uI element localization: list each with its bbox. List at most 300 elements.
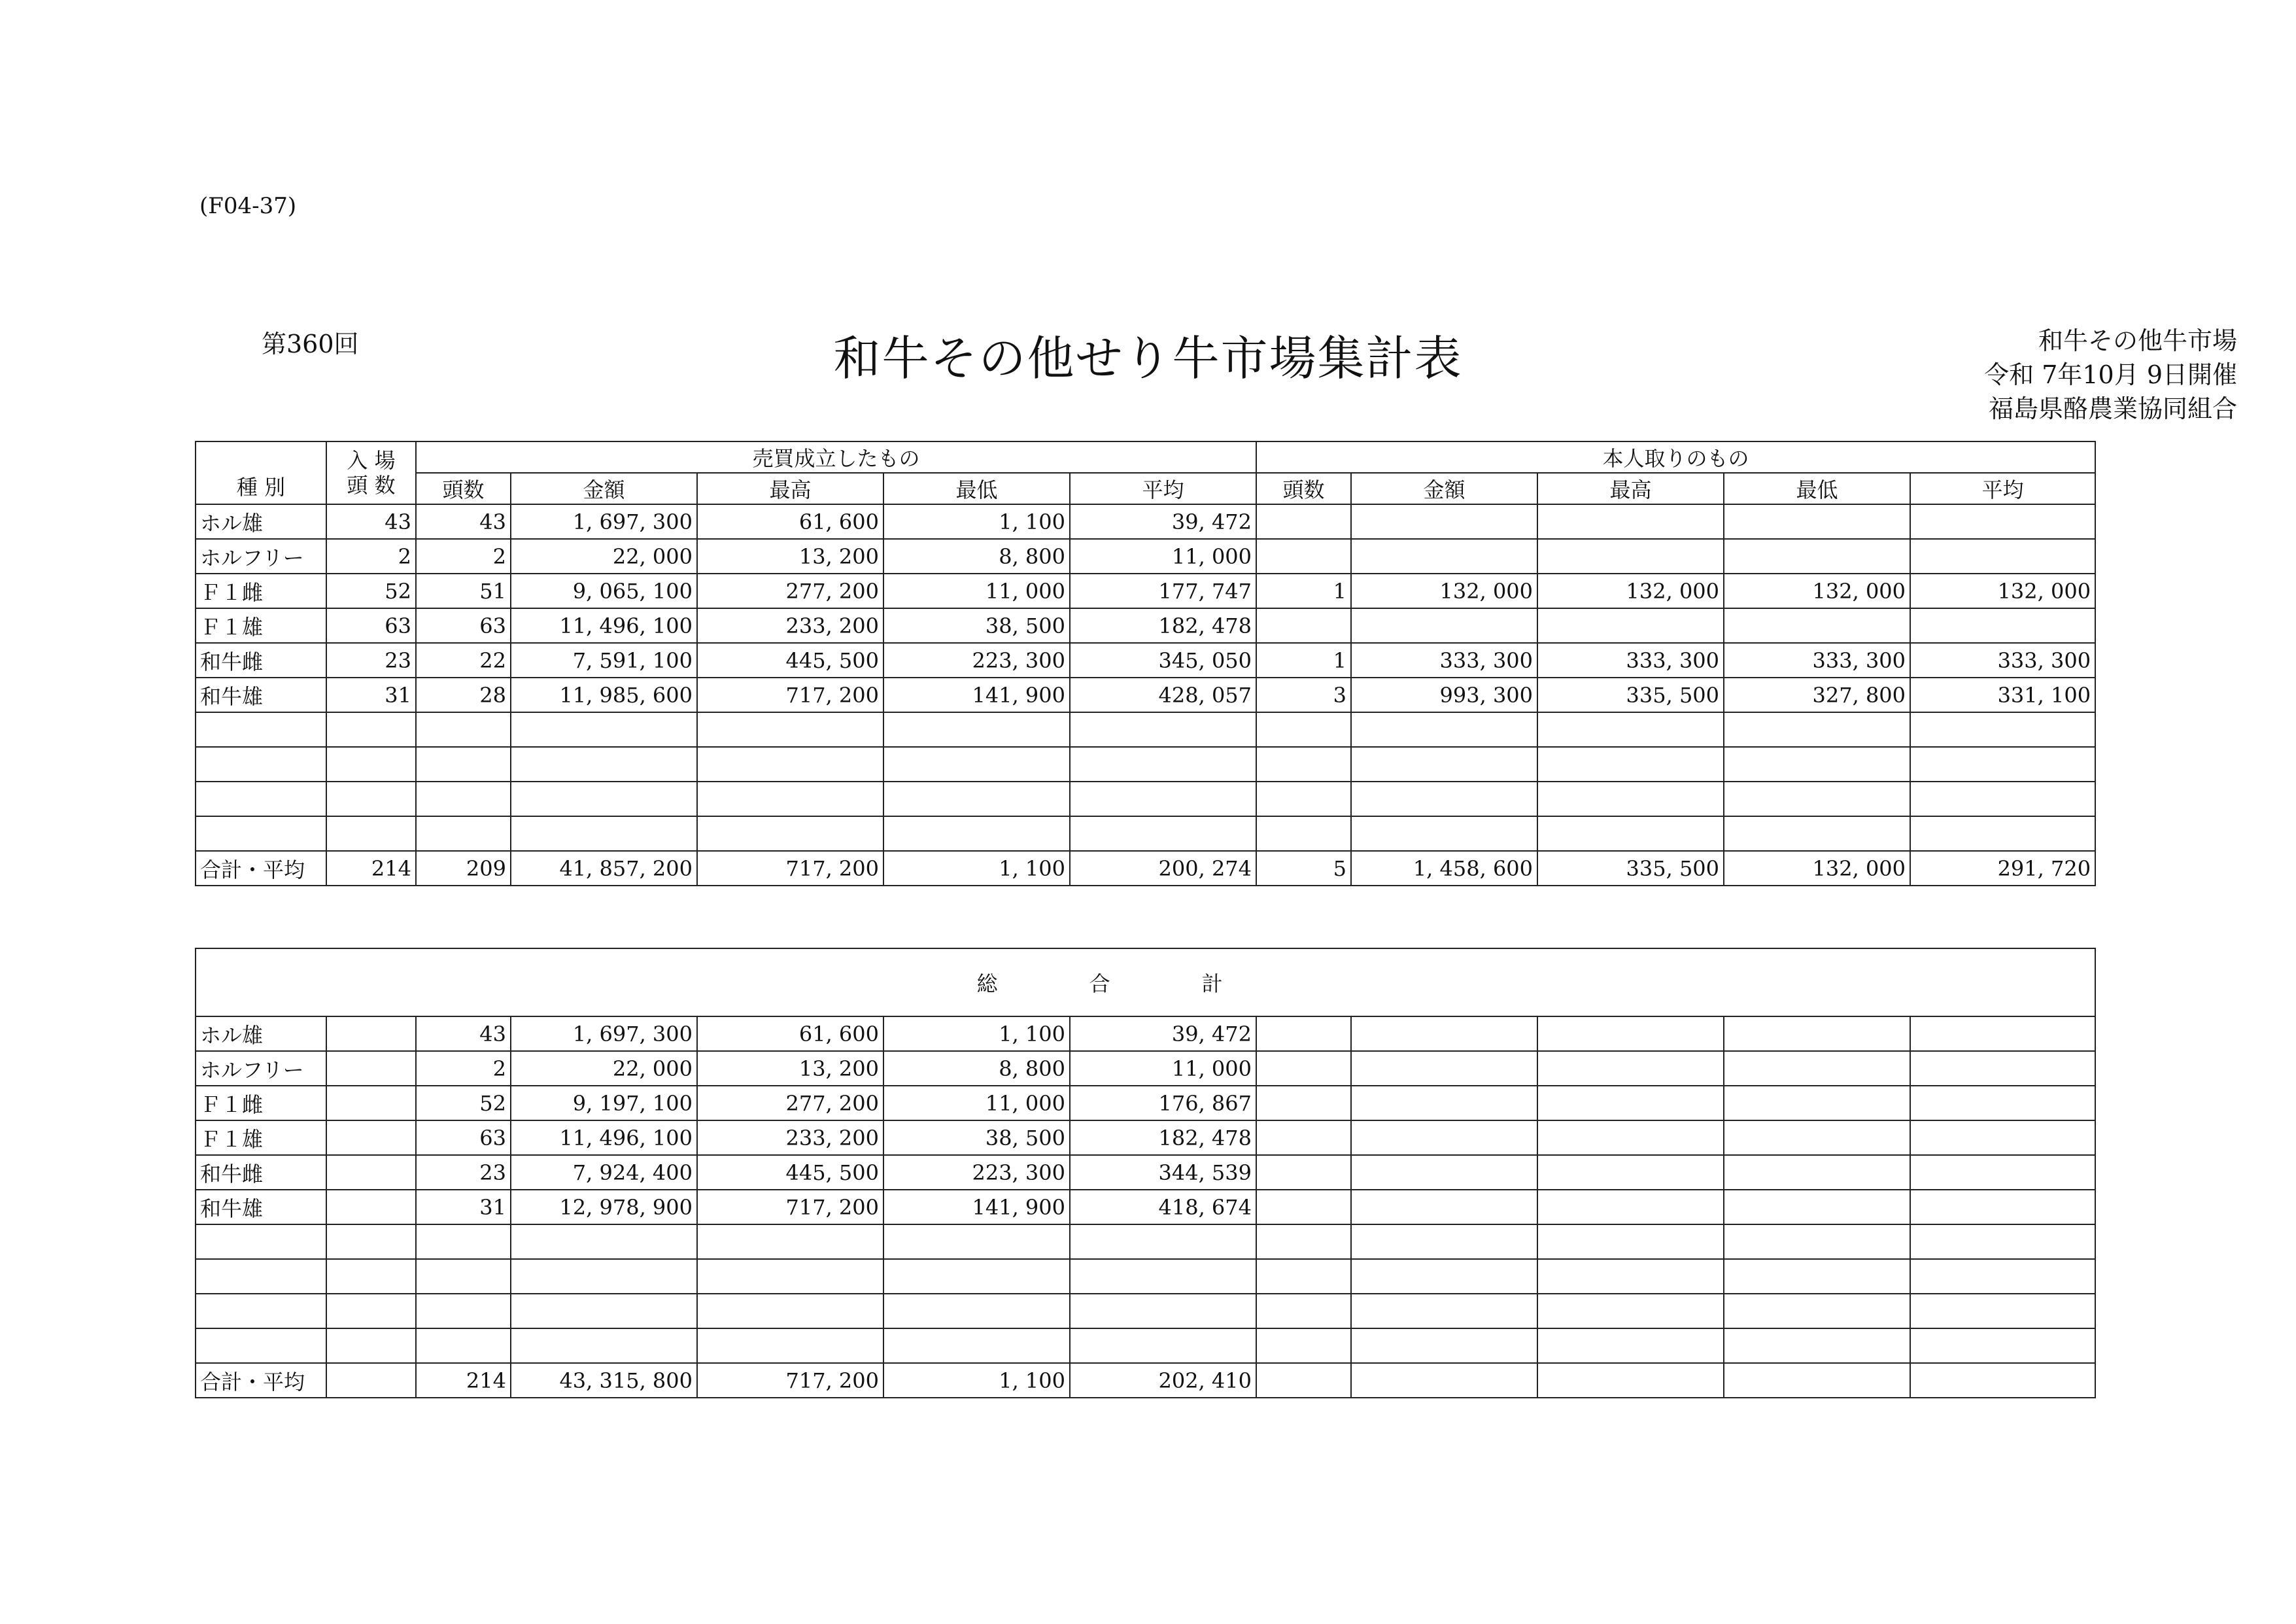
entry-cell bbox=[326, 712, 416, 747]
sold-cell: 717, 200 bbox=[697, 851, 883, 886]
self-cell: 5 bbox=[1256, 851, 1351, 886]
self-cell bbox=[1537, 608, 1724, 643]
page-title: 和牛その他せり牛市場集計表 bbox=[833, 331, 1463, 386]
value-cell bbox=[697, 1259, 883, 1294]
self-cell: 3 bbox=[1256, 678, 1351, 712]
value-cell: 43 bbox=[416, 1016, 511, 1051]
self-subheader-3: 最低 bbox=[1724, 473, 1910, 504]
sold-cell: 11, 000 bbox=[1070, 539, 1256, 574]
self-cell: 993, 300 bbox=[1351, 678, 1537, 712]
self-cell bbox=[1351, 539, 1537, 574]
blank-cell bbox=[1910, 1051, 2095, 1086]
self-subheader-4: 平均 bbox=[1910, 473, 2095, 504]
blank-cell bbox=[1537, 1190, 1724, 1224]
sold-cell bbox=[1070, 782, 1256, 816]
blank-cell bbox=[1351, 1224, 1537, 1259]
kind-cell bbox=[196, 816, 326, 851]
grand-total-row bbox=[196, 1190, 2095, 1224]
blank-cell bbox=[1910, 1259, 2095, 1294]
value-cell bbox=[1070, 1224, 1256, 1259]
blank-cell bbox=[1537, 1294, 1724, 1328]
entry-cell bbox=[326, 1086, 416, 1120]
sold-cell: 63 bbox=[416, 608, 511, 643]
blank-cell bbox=[1256, 1051, 1351, 1086]
value-cell: 22, 000 bbox=[511, 1051, 697, 1086]
sold-cell: 51 bbox=[416, 574, 511, 608]
blank-cell bbox=[1724, 1259, 1910, 1294]
entry-cell bbox=[326, 1051, 416, 1086]
blank-cell bbox=[1537, 1259, 1724, 1294]
grand-total-section-row bbox=[196, 948, 2095, 1016]
value-cell bbox=[511, 1259, 697, 1294]
blank-cell bbox=[1910, 1294, 2095, 1328]
sold-cell bbox=[416, 747, 511, 782]
self-cell bbox=[1256, 782, 1351, 816]
value-cell: 8, 800 bbox=[883, 1051, 1070, 1086]
empty-row bbox=[196, 1294, 2095, 1328]
value-cell: 9, 197, 100 bbox=[511, 1086, 697, 1120]
grand-total-row bbox=[196, 1086, 2095, 1120]
value-cell: 11, 000 bbox=[883, 1086, 1070, 1120]
self-cell: 132, 000 bbox=[1724, 851, 1910, 886]
blank-cell bbox=[1910, 1328, 2095, 1363]
value-cell bbox=[511, 1294, 697, 1328]
value-cell: 223, 300 bbox=[883, 1155, 1070, 1190]
blank-cell bbox=[1537, 1224, 1724, 1259]
sold-cell: 28 bbox=[416, 678, 511, 712]
entry-cell: 2 bbox=[326, 539, 416, 574]
sold-cell bbox=[1070, 747, 1256, 782]
value-cell: 1, 100 bbox=[883, 1363, 1070, 1398]
self-cell bbox=[1256, 816, 1351, 851]
self-cell bbox=[1256, 608, 1351, 643]
sold-cell bbox=[883, 712, 1070, 747]
sold-cell: 22 bbox=[416, 643, 511, 678]
sold-cell: 61, 600 bbox=[697, 504, 883, 539]
value-cell bbox=[883, 1328, 1070, 1363]
sold-subheader-3: 最低 bbox=[883, 473, 1070, 504]
self-cell: 291, 720 bbox=[1910, 851, 2095, 886]
value-cell: 1, 100 bbox=[883, 1016, 1070, 1051]
sold-cell bbox=[416, 816, 511, 851]
blank-cell bbox=[1256, 1224, 1351, 1259]
value-cell bbox=[1070, 1294, 1256, 1328]
blank-cell bbox=[1910, 1016, 2095, 1051]
blank-cell bbox=[1256, 1120, 1351, 1155]
blank-cell bbox=[1537, 1155, 1724, 1190]
sold-cell: 428, 057 bbox=[1070, 678, 1256, 712]
blank-cell bbox=[1724, 1086, 1910, 1120]
entry-cell bbox=[326, 1294, 416, 1328]
blank-cell bbox=[1351, 1051, 1537, 1086]
kind-cell: Ｆ１雄 bbox=[196, 608, 326, 643]
blank-cell bbox=[1256, 1016, 1351, 1051]
sold-cell: 233, 200 bbox=[697, 608, 883, 643]
self-cell: 132, 000 bbox=[1351, 574, 1537, 608]
self-cell bbox=[1351, 782, 1537, 816]
value-cell: 202, 410 bbox=[1070, 1363, 1256, 1398]
self-cell bbox=[1351, 504, 1537, 539]
sold-cell: 9, 065, 100 bbox=[511, 574, 697, 608]
self-subheader-1: 金額 bbox=[1351, 473, 1537, 504]
column-kind-label: 種 別 bbox=[236, 475, 286, 500]
sold-cell bbox=[511, 782, 697, 816]
blank-cell bbox=[1910, 1155, 2095, 1190]
blank-cell bbox=[1724, 1051, 1910, 1086]
self-cell: 1 bbox=[1256, 643, 1351, 678]
sold-cell bbox=[883, 782, 1070, 816]
blank-cell bbox=[1256, 1190, 1351, 1224]
kind-cell: Ｆ１雌 bbox=[196, 574, 326, 608]
blank-cell bbox=[1537, 1016, 1724, 1051]
self-cell bbox=[1351, 608, 1537, 643]
self-cell bbox=[1724, 539, 1910, 574]
kind-cell bbox=[196, 747, 326, 782]
entry-cell bbox=[326, 816, 416, 851]
sold-cell: 39, 472 bbox=[1070, 504, 1256, 539]
blank-cell bbox=[1724, 1190, 1910, 1224]
empty-row bbox=[196, 712, 2095, 747]
value-cell bbox=[416, 1294, 511, 1328]
self-cell: 333, 300 bbox=[1724, 643, 1910, 678]
sold-cell: 7, 591, 100 bbox=[511, 643, 697, 678]
entry-cell bbox=[326, 1328, 416, 1363]
sold-cell bbox=[511, 816, 697, 851]
entry-cell bbox=[326, 1120, 416, 1155]
self-cell bbox=[1537, 816, 1724, 851]
sold-cell: 209 bbox=[416, 851, 511, 886]
self-cell: 132, 000 bbox=[1724, 574, 1910, 608]
sold-cell: 2 bbox=[416, 539, 511, 574]
value-cell: 39, 472 bbox=[1070, 1016, 1256, 1051]
value-cell: 63 bbox=[416, 1120, 511, 1155]
value-cell: 344, 539 bbox=[1070, 1155, 1256, 1190]
value-cell: 182, 478 bbox=[1070, 1120, 1256, 1155]
sold-cell: 445, 500 bbox=[697, 643, 883, 678]
column-kind bbox=[196, 441, 326, 504]
kind-cell bbox=[196, 782, 326, 816]
session-number: 第360回 bbox=[262, 330, 359, 358]
market-name: 和牛その他牛市場 bbox=[2038, 326, 2237, 355]
value-cell: 1, 697, 300 bbox=[511, 1016, 697, 1051]
blank-cell bbox=[1256, 1086, 1351, 1120]
blank-cell bbox=[1351, 1328, 1537, 1363]
blank-cell bbox=[1256, 1259, 1351, 1294]
sold-cell: 200, 274 bbox=[1070, 851, 1256, 886]
grand-total-row bbox=[196, 1120, 2095, 1155]
value-cell: 717, 200 bbox=[697, 1363, 883, 1398]
value-cell: 11, 496, 100 bbox=[511, 1120, 697, 1155]
sold-cell: 177, 747 bbox=[1070, 574, 1256, 608]
value-cell bbox=[511, 1224, 697, 1259]
kind-cell: 和牛雌 bbox=[196, 1155, 326, 1190]
value-cell bbox=[416, 1259, 511, 1294]
blank-cell bbox=[1256, 1363, 1351, 1398]
blank-cell bbox=[1724, 1120, 1910, 1155]
sold-cell bbox=[511, 747, 697, 782]
kind-cell: 合計・平均 bbox=[196, 851, 326, 886]
value-cell: 23 bbox=[416, 1155, 511, 1190]
sold-cell: 41, 857, 200 bbox=[511, 851, 697, 886]
blank-cell bbox=[1537, 1086, 1724, 1120]
self-cell: 335, 500 bbox=[1537, 678, 1724, 712]
table-row bbox=[196, 643, 2095, 678]
kind-cell: ホル雄 bbox=[196, 1016, 326, 1051]
value-cell bbox=[511, 1328, 697, 1363]
self-cell: 327, 800 bbox=[1724, 678, 1910, 712]
blank-cell bbox=[1351, 1120, 1537, 1155]
blank-cell bbox=[1724, 1016, 1910, 1051]
sold-cell: 11, 496, 100 bbox=[511, 608, 697, 643]
header-row-groups bbox=[196, 441, 2095, 473]
header-row-subcolumns bbox=[196, 473, 2095, 504]
grand-total-table bbox=[195, 948, 2096, 1398]
blank-cell bbox=[1537, 1051, 1724, 1086]
self-cell: 333, 300 bbox=[1910, 643, 2095, 678]
value-cell: 61, 600 bbox=[697, 1016, 883, 1051]
sold-cell bbox=[697, 747, 883, 782]
event-date: 令和 7年10月 9日開催 bbox=[1984, 360, 2237, 389]
sold-cell bbox=[697, 816, 883, 851]
entry-cell: 63 bbox=[326, 608, 416, 643]
table-row bbox=[196, 678, 2095, 712]
value-cell: 233, 200 bbox=[697, 1120, 883, 1155]
sold-subheader-2: 最高 bbox=[697, 473, 883, 504]
value-cell bbox=[883, 1259, 1070, 1294]
self-cell bbox=[1910, 816, 2095, 851]
value-cell bbox=[883, 1294, 1070, 1328]
kind-cell: ホルフリー bbox=[196, 1051, 326, 1086]
self-cell bbox=[1256, 747, 1351, 782]
column-entry-bottom: 頭 数 bbox=[347, 473, 396, 498]
value-cell bbox=[697, 1294, 883, 1328]
empty-row bbox=[196, 1224, 2095, 1259]
sold-cell: 717, 200 bbox=[697, 678, 883, 712]
value-cell: 12, 978, 900 bbox=[511, 1190, 697, 1224]
value-cell: 11, 000 bbox=[1070, 1051, 1256, 1086]
entry-cell: 23 bbox=[326, 643, 416, 678]
blank-cell bbox=[1724, 1328, 1910, 1363]
sold-cell: 345, 050 bbox=[1070, 643, 1256, 678]
kind-cell: 和牛雄 bbox=[196, 1190, 326, 1224]
value-cell: 2 bbox=[416, 1051, 511, 1086]
value-cell: 277, 200 bbox=[697, 1086, 883, 1120]
blank-cell bbox=[1351, 1016, 1537, 1051]
kind-cell bbox=[196, 1328, 326, 1363]
sold-cell bbox=[1070, 712, 1256, 747]
kind-cell bbox=[196, 1224, 326, 1259]
kind-cell bbox=[196, 1294, 326, 1328]
entry-cell bbox=[326, 782, 416, 816]
blank-cell bbox=[1351, 1259, 1537, 1294]
sold-cell: 182, 478 bbox=[1070, 608, 1256, 643]
self-cell bbox=[1537, 712, 1724, 747]
value-cell: 214 bbox=[416, 1363, 511, 1398]
value-cell: 13, 200 bbox=[697, 1051, 883, 1086]
entry-cell bbox=[326, 1259, 416, 1294]
blank-cell bbox=[1537, 1363, 1724, 1398]
self-cell bbox=[1724, 504, 1910, 539]
sold-subheader-4: 平均 bbox=[1070, 473, 1256, 504]
kind-cell: Ｆ１雄 bbox=[196, 1120, 326, 1155]
self-cell bbox=[1910, 539, 2095, 574]
kind-cell bbox=[196, 712, 326, 747]
market-summary-table bbox=[195, 441, 2096, 886]
document-code: (F04-37) bbox=[199, 193, 297, 219]
sold-subheader-1: 金額 bbox=[511, 473, 697, 504]
self-cell bbox=[1910, 712, 2095, 747]
sold-cell: 8, 800 bbox=[883, 539, 1070, 574]
sold-cell: 22, 000 bbox=[511, 539, 697, 574]
blank-cell bbox=[1724, 1224, 1910, 1259]
value-cell: 38, 500 bbox=[883, 1120, 1070, 1155]
self-cell bbox=[1256, 712, 1351, 747]
self-cell bbox=[1724, 816, 1910, 851]
sold-cell: 38, 500 bbox=[883, 608, 1070, 643]
entry-cell: 31 bbox=[326, 678, 416, 712]
blank-cell bbox=[1256, 1294, 1351, 1328]
blank-cell bbox=[1537, 1328, 1724, 1363]
organization-name: 福島県酪農業協同組合 bbox=[1988, 394, 2237, 423]
sold-cell bbox=[697, 782, 883, 816]
table-row bbox=[196, 574, 2095, 608]
kind-cell: Ｆ１雌 bbox=[196, 1086, 326, 1120]
self-subheader-0: 頭数 bbox=[1256, 473, 1351, 504]
blank-cell bbox=[1537, 1120, 1724, 1155]
blank-cell bbox=[1910, 1363, 2095, 1398]
value-cell: 717, 200 bbox=[697, 1190, 883, 1224]
value-cell: 52 bbox=[416, 1086, 511, 1120]
value-cell: 418, 674 bbox=[1070, 1190, 1256, 1224]
value-cell bbox=[416, 1328, 511, 1363]
sold-cell bbox=[883, 816, 1070, 851]
entry-cell: 43 bbox=[326, 504, 416, 539]
sold-cell: 13, 200 bbox=[697, 539, 883, 574]
empty-row bbox=[196, 816, 2095, 851]
grand-total-label: 総合計 bbox=[196, 948, 2095, 1016]
value-cell: 141, 900 bbox=[883, 1190, 1070, 1224]
total-row bbox=[196, 851, 2095, 886]
group-sold-header: 売買成立したもの bbox=[416, 441, 1256, 473]
sold-cell bbox=[416, 712, 511, 747]
sold-cell bbox=[697, 712, 883, 747]
kind-cell: ホルフリー bbox=[196, 539, 326, 574]
entry-cell bbox=[326, 1224, 416, 1259]
self-cell bbox=[1256, 504, 1351, 539]
blank-cell bbox=[1910, 1086, 2095, 1120]
self-cell bbox=[1351, 816, 1537, 851]
blank-cell bbox=[1351, 1086, 1537, 1120]
blank-cell bbox=[1256, 1155, 1351, 1190]
empty-row bbox=[196, 1328, 2095, 1363]
self-cell bbox=[1910, 782, 2095, 816]
kind-cell: 和牛雄 bbox=[196, 678, 326, 712]
self-cell bbox=[1910, 504, 2095, 539]
entry-cell bbox=[326, 1016, 416, 1051]
value-cell bbox=[697, 1328, 883, 1363]
entry-cell bbox=[326, 747, 416, 782]
sold-cell: 11, 985, 600 bbox=[511, 678, 697, 712]
blank-cell bbox=[1351, 1363, 1537, 1398]
table-row bbox=[196, 539, 2095, 574]
value-cell: 43, 315, 800 bbox=[511, 1363, 697, 1398]
blank-cell bbox=[1910, 1224, 2095, 1259]
self-cell bbox=[1724, 608, 1910, 643]
blank-cell bbox=[1351, 1155, 1537, 1190]
self-cell bbox=[1910, 747, 2095, 782]
column-entry bbox=[326, 441, 416, 504]
grand-total-row bbox=[196, 1016, 2095, 1051]
sold-cell: 1, 697, 300 bbox=[511, 504, 697, 539]
grand-total-row bbox=[196, 1155, 2095, 1190]
blank-cell bbox=[1910, 1190, 2095, 1224]
self-cell bbox=[1910, 608, 2095, 643]
blank-cell bbox=[1724, 1155, 1910, 1190]
value-cell bbox=[1070, 1328, 1256, 1363]
kind-cell bbox=[196, 1259, 326, 1294]
self-subheader-2: 最高 bbox=[1537, 473, 1724, 504]
blank-cell bbox=[1351, 1190, 1537, 1224]
self-cell: 132, 000 bbox=[1910, 574, 2095, 608]
self-cell bbox=[1351, 747, 1537, 782]
table-row bbox=[196, 608, 2095, 643]
self-cell: 1 bbox=[1256, 574, 1351, 608]
entry-cell bbox=[326, 1363, 416, 1398]
value-cell bbox=[1070, 1259, 1256, 1294]
column-entry-top: 入 場 bbox=[347, 448, 396, 473]
sold-cell: 43 bbox=[416, 504, 511, 539]
sold-cell bbox=[1070, 816, 1256, 851]
value-cell: 176, 867 bbox=[1070, 1086, 1256, 1120]
value-cell bbox=[416, 1224, 511, 1259]
self-cell: 333, 300 bbox=[1537, 643, 1724, 678]
sold-cell bbox=[511, 712, 697, 747]
sold-cell: 277, 200 bbox=[697, 574, 883, 608]
self-cell bbox=[1724, 782, 1910, 816]
sold-cell: 11, 000 bbox=[883, 574, 1070, 608]
table-row bbox=[196, 504, 2095, 539]
value-cell: 7, 924, 400 bbox=[511, 1155, 697, 1190]
kind-cell: 和牛雌 bbox=[196, 643, 326, 678]
empty-row bbox=[196, 747, 2095, 782]
kind-cell: 合計・平均 bbox=[196, 1363, 326, 1398]
blank-cell bbox=[1256, 1328, 1351, 1363]
grand-total-sum-row bbox=[196, 1363, 2095, 1398]
blank-cell bbox=[1724, 1294, 1910, 1328]
self-cell bbox=[1256, 539, 1351, 574]
self-cell: 335, 500 bbox=[1537, 851, 1724, 886]
self-cell: 1, 458, 600 bbox=[1351, 851, 1537, 886]
sold-cell: 1, 100 bbox=[883, 851, 1070, 886]
entry-cell: 214 bbox=[326, 851, 416, 886]
empty-row bbox=[196, 782, 2095, 816]
sold-cell: 141, 900 bbox=[883, 678, 1070, 712]
self-cell bbox=[1724, 712, 1910, 747]
self-cell: 132, 000 bbox=[1537, 574, 1724, 608]
blank-cell bbox=[1910, 1120, 2095, 1155]
value-cell bbox=[697, 1224, 883, 1259]
group-self-header: 本人取りのもの bbox=[1256, 441, 2095, 473]
value-cell: 31 bbox=[416, 1190, 511, 1224]
blank-cell bbox=[1724, 1363, 1910, 1398]
value-cell: 445, 500 bbox=[697, 1155, 883, 1190]
self-cell bbox=[1537, 747, 1724, 782]
entry-cell bbox=[326, 1155, 416, 1190]
self-cell bbox=[1537, 782, 1724, 816]
sold-cell: 223, 300 bbox=[883, 643, 1070, 678]
empty-row bbox=[196, 1259, 2095, 1294]
self-cell: 331, 100 bbox=[1910, 678, 2095, 712]
